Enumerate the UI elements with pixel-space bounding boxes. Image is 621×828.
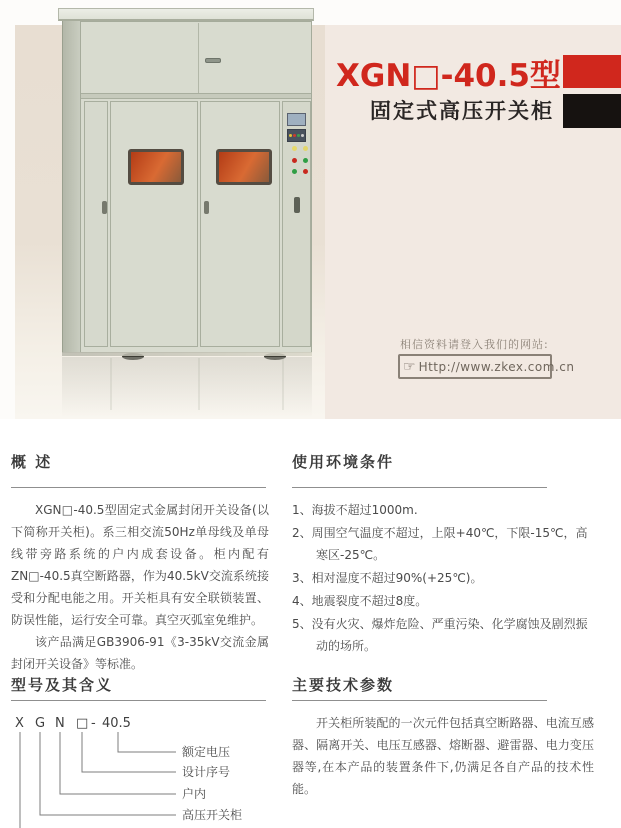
indicator-lamp-yellow-1 — [292, 146, 297, 151]
model-char-voltage: 40.5 — [102, 716, 131, 731]
cabinet-door-narrow — [84, 101, 108, 347]
cabinet-upper-seam — [198, 23, 199, 93]
section-title-tech-params: 主要技术参数 — [292, 676, 395, 694]
cabinet-top-cap — [58, 8, 314, 21]
indicator-lamp-red-1 — [292, 158, 297, 163]
cabinet-base-shadow — [62, 352, 312, 356]
diagram-label-rated-voltage: 额定电压 — [182, 745, 231, 759]
panel-meter-display — [287, 113, 306, 126]
tech-params-text — [292, 712, 594, 800]
reflection-streak — [282, 358, 284, 410]
indicator-lamp-green-1 — [303, 158, 308, 163]
model-char-g: G — [35, 716, 46, 731]
indicator-lamp-green-2 — [292, 169, 297, 174]
red-accent-block — [563, 55, 621, 88]
diagram-label-design-number: 设计序号 — [182, 765, 231, 779]
environment-item-5: 5、没有火灾、爆炸危险、严重污染、化学腐蚀及剧烈振动的场所。 — [292, 617, 588, 653]
reflection-streak — [198, 358, 200, 410]
section-title-model: 型号及其含义 — [11, 676, 114, 694]
overview-paragraph-2: 该产品满足GB3906-91《3-35kV交流金属封闭开关设备》等标准。 — [11, 635, 269, 671]
environment-item-3: 3、相对湿度不超过90%(+25℃)。 — [292, 571, 483, 585]
environment-item-1: 1、海拔不超过1000m. — [292, 503, 418, 517]
cabinet-window-left — [128, 149, 184, 185]
overview-text — [11, 499, 269, 675]
section-title-environment: 使用环境条件 — [292, 453, 395, 471]
cabinet-door-lock-right — [204, 201, 209, 214]
cabinet-door-left — [110, 101, 198, 347]
model-char-box: □ — [76, 716, 89, 731]
section-rule — [292, 487, 547, 488]
display-dot-green — [297, 134, 300, 137]
cabinet-door-lock-left — [102, 201, 107, 214]
section-title-overview: 概 述 — [11, 453, 53, 471]
tech-params-paragraph: 开关柜所装配的一次元件包括真空断路器、电流互感器、隔离开关、电压互感器、熔断器、避雷器、电力变压器等,在本产品的装置条件下,仍满足各自产品的技术性能。 — [292, 716, 594, 796]
page-subtitle: 固定式高压开关柜 — [370, 99, 554, 123]
hand-pointer-icon: ☞ — [403, 358, 416, 375]
cabinet-rail — [81, 93, 311, 99]
section-rule — [11, 487, 266, 488]
page-title: XGN□-40.5型 — [336, 58, 561, 94]
section-rule — [11, 700, 266, 701]
diagram-label-hv-switchgear: 高压开关柜 — [182, 808, 243, 822]
reflection-streak — [110, 358, 112, 410]
website-url-box — [398, 354, 575, 379]
panel-indicator-display — [287, 129, 306, 142]
display-dot-red — [293, 134, 296, 137]
cabinet-window-right — [216, 149, 272, 185]
display-dot-yellow — [289, 134, 292, 137]
overview-paragraph-1: XGN□-40.5型固定式金属封闭开关设备(以下简称开关柜)。系三相交流50Hz单母线及单母线带旁路系统的户内成套设备。柜内配有ZN□-40.5真空断路器，作为40.5kV交流系统接受和分配电能之用。开关柜具有安全联锁装置、防误性能，运行安全可靠。真空灭弧室免维护。 — [11, 503, 269, 627]
cabinet-door-right — [200, 101, 280, 347]
diagram-label-indoor: 户内 — [182, 787, 207, 801]
website-note: 相信资料请登入我们的网站: — [400, 338, 549, 351]
model-code-diagram — [10, 712, 290, 828]
environment-item-4: 4、地震裂度不超过8度。 — [292, 594, 428, 608]
black-accent-block — [563, 94, 621, 128]
model-char-n: N — [55, 716, 65, 731]
indicator-lamp-red-2 — [303, 169, 308, 174]
diagram-line-voltage — [118, 732, 176, 752]
environment-list — [292, 499, 594, 658]
indicator-lamp-yellow-2 — [303, 146, 308, 151]
model-char-dash: - — [91, 716, 96, 731]
cabinet-panel-handle — [294, 197, 300, 213]
cabinet-reflection — [62, 357, 312, 417]
environment-item-2: 2、周围空气温度不超过，上限+40℃，下限-15℃，高寒区-25℃。 — [292, 526, 588, 562]
section-rule — [292, 700, 547, 701]
cabinet-top-handle — [205, 58, 221, 63]
website-url: Http://www.zkex.com.cn — [418, 359, 575, 374]
display-dot-white — [301, 134, 304, 137]
cabinet-side-face — [62, 21, 80, 353]
model-char-x: X — [15, 716, 24, 731]
